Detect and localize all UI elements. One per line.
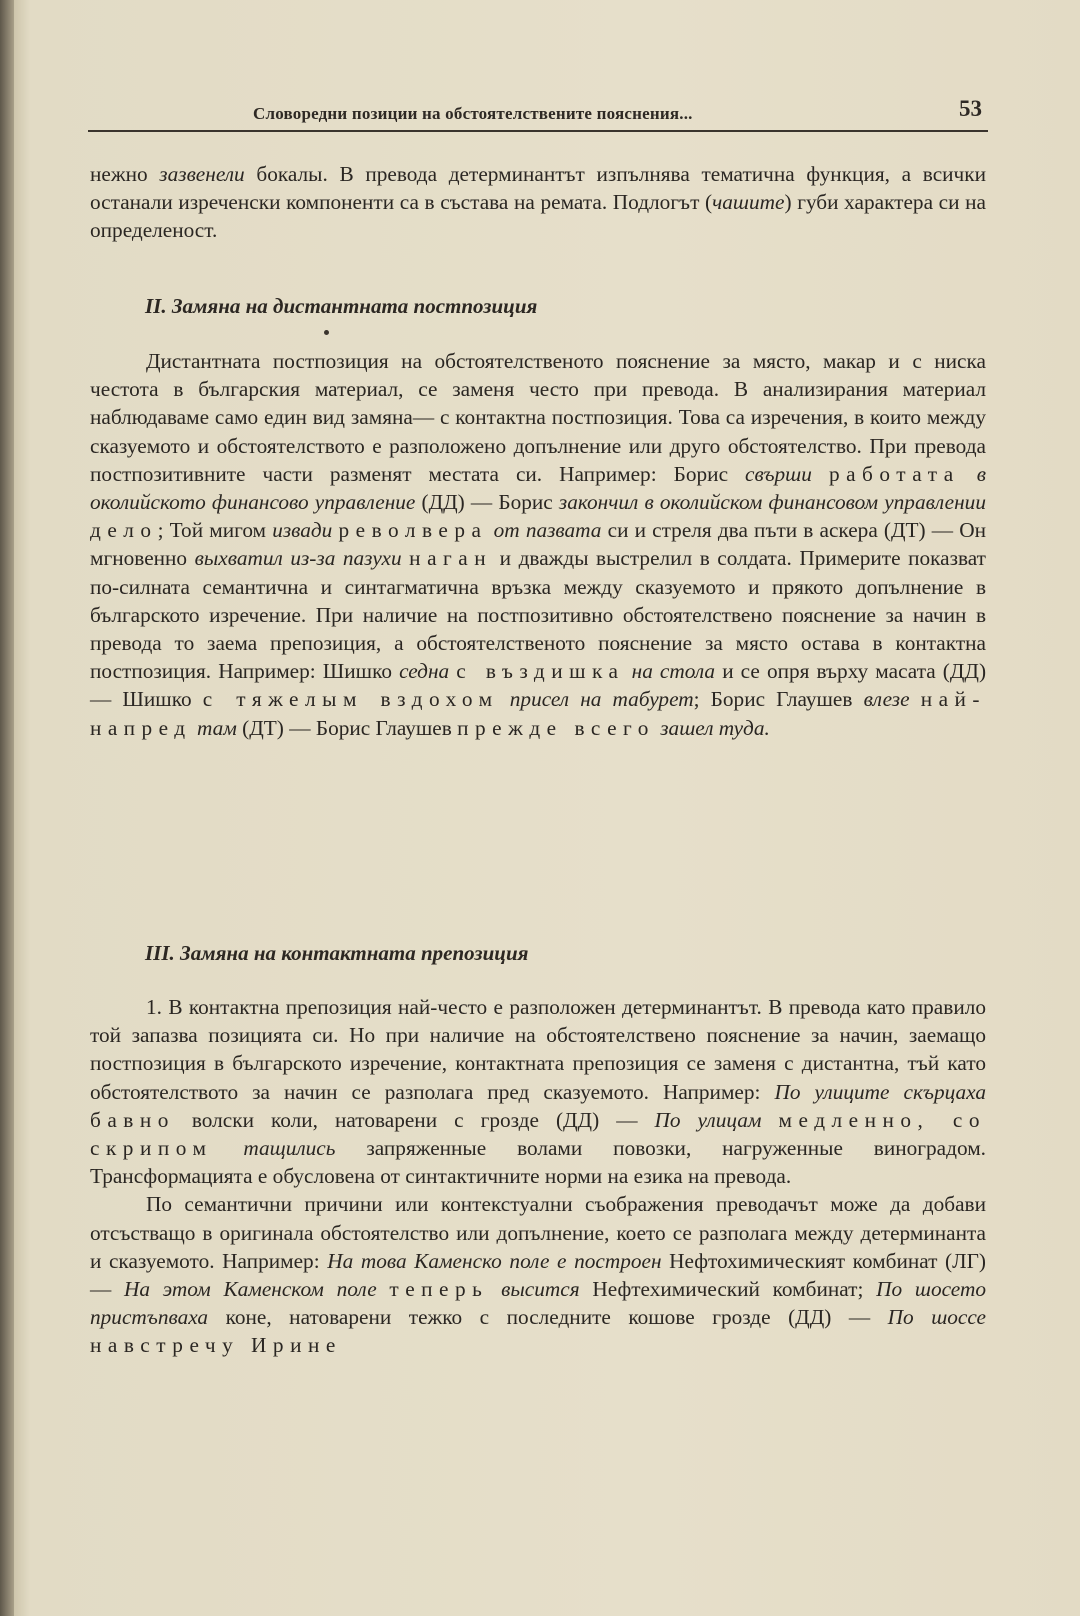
text-run: (ДТ) — Борис Глаушев [236,715,458,740]
text-run [812,462,829,486]
spaced-text: бавно [90,1107,175,1132]
italic-text: На това Каменско поле е построен [327,1248,662,1273]
italic-text: тащились [243,1136,336,1161]
text-run [762,1108,779,1132]
italic-text: По шосето пристъпваха [90,1277,986,1330]
text-run: коне, натоварени тежко с последните кошове грозде (ДД) — [208,1305,888,1330]
text-run: си и стреля два пъти в аскера (ДТ) — Он мгновенно [90,518,987,571]
italic-text: там [196,715,237,740]
book-spine-shadow [0,0,14,1616]
italic-text: высится [501,1277,580,1302]
spaced-text: навстречу Ирине [90,1333,342,1358]
text-run: ) губи характера си на определеност. [90,190,986,243]
paragraph-4 [90,1190,986,1359]
spaced-text: с тяжелым вздохом [202,687,499,712]
spaced-text: прежде всего [457,715,655,740]
text-run: и дважды выстрелил в солдата. Примерите показват по-силната семантична и синтагматична връзка между сказуемото и прякото допълнение в българското изречение. При наличие на постпозитивно обстоятелствено пояснение за начин в превода то заема препозиция, а обстоятелственото пояснение за място остава в контактна постпозиция. Например: Шишко [90,546,986,684]
text-run: Нефтехимический комбинат; [579,1277,877,1302]
italic-text: в околийското финансово управление [90,461,987,515]
spaced-text: с въздишка [456,659,625,684]
paragraph-3 [90,993,986,1190]
section-2-body [90,347,986,742]
italic-text: выхватил из-за пазухи [194,546,402,571]
spaced-text: револвера [338,518,488,543]
italic-text: По улиците скърцаха [774,1079,986,1104]
section-heading-3: III. Замяна на контактната препозиция [145,941,529,965]
running-title: Словоредни позиции на обстоятелствените пояснения... [253,104,693,123]
text-run [910,687,921,711]
text-run: (ДД) — Борис [415,490,559,515]
spaced-text: наган [409,546,493,571]
section-3-body [90,993,986,1360]
text-run [625,659,632,683]
italic-text: от пазвата [493,518,602,543]
text-run [212,1136,243,1160]
italic-text: На этом Каменском поле [124,1277,377,1302]
text-run: запряженные волами повозки, нагруженные виноградом. Трансформацията е обусловена от синтактичните норми на езика на превода. [90,1136,986,1189]
spaced-text: дело [90,518,158,543]
text-run: нежно [90,162,160,186]
text-run [499,687,510,711]
italic-text: По шоссе [887,1305,986,1330]
italic-text: влезе [863,687,910,712]
text-run: ; Той мигом [157,518,273,543]
italic-text: По улицам [654,1107,762,1132]
text-run: волски коли, натоварени с грозде (ДД) — [174,1107,655,1132]
text-run: бокалы. В превода детерминантът изпълнява тематична функция, а всички останали изреченски компоненти са в състава на ремата. Подлогът ( [90,162,986,215]
italic-text: присел на табурет [509,687,694,712]
italic-text: чашите [712,190,785,215]
spaced-text: най-напред [90,687,987,740]
italic-text: извади [272,518,333,543]
paragraph-1 [90,160,986,245]
italic-text: зазвенели [159,162,245,186]
text-run: Дистантната постпозиция на обстоятелственото пояснение за място, макар и с ниска честота в българския материал, се заменя често при превода. В анализирания материал наблюдаваме само един вид замяна— с контактна постпозиция. Това са изречения, в които между сказуемото и обстоятелството е разположено допълнение или друго обстоятелство. При превода постпозитивните части разменят местата си. Например: Борис [90,349,986,486]
text-run [960,462,977,486]
text-run: 1. В контактна препозиция най-често е разположен детерминантът. В превода като правило той запазва позицията си. Но при наличие на обстоятелствено пояснение за начин, заемащо постпозиция в българското изречение, контактната препозиция се заменя с дистантна, тъй като обстоятелството за начин се разполага пред сказуемото. Например: [90,995,986,1104]
spaced-text: теперь [389,1277,489,1302]
italic-text: седна [399,659,450,684]
section-heading-2: II. Замяна на дистантната постпозиция [145,294,538,318]
paragraph-2 [90,347,986,742]
stray-dot [324,330,329,335]
text-run [488,1277,501,1301]
spaced-text: медленно, со скрипом [90,1107,986,1161]
page-number: 53 [959,96,982,121]
paragraph-continuation [90,160,986,245]
text-run: Нефтохимическият комбинат (ЛГ) — [90,1248,987,1302]
italic-text: закончил в околийском финансовом управлении [558,490,986,515]
text-run: ; Борис Глаушев [693,687,864,712]
page-header [88,96,988,132]
text-run [377,1277,390,1301]
italic-text: свърши [745,461,812,486]
spaced-text: работата [828,461,960,486]
italic-text: зашел туда. [660,715,770,740]
text-run: По семантични причини или контекстуални съображения преводачът може да добави отсъстващо в оригинала обстоятелство или допълнение, което се разполага между детерминанта и сказуемото. Например: [90,1192,986,1273]
italic-text: на стола [631,659,716,684]
text-run: и се опря върху масата (ДД) — Шишко [90,659,987,712]
